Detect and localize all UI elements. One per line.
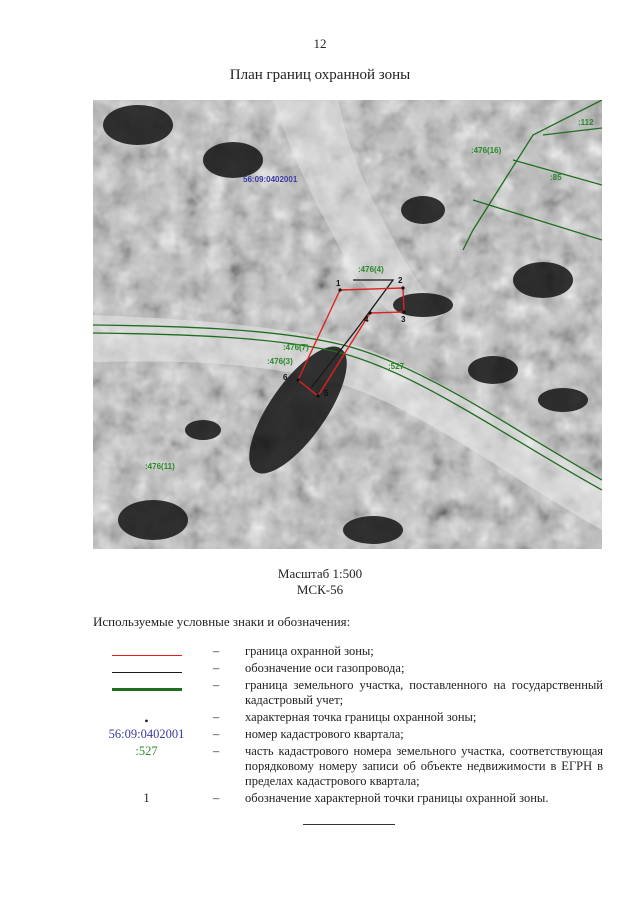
- legend-dash: –: [213, 661, 220, 675]
- point-label: 2: [398, 276, 403, 285]
- legend-item: [93, 678, 603, 708]
- scale-ratio: Масштаб 1:500: [277, 566, 363, 581]
- gas-axis-symbol: [112, 672, 182, 673]
- parcel-label: :527: [388, 362, 405, 371]
- legend-text: граница земельного участка, поставленного на государственный кадастровый учет;: [245, 678, 603, 707]
- parcel-label: :476(4): [358, 265, 384, 274]
- aerial-map: [93, 100, 602, 549]
- parcel-label: :112: [578, 118, 594, 127]
- parcel-label: :476(16): [471, 146, 502, 155]
- page-number: 12: [313, 36, 327, 51]
- parcel-border-symbol: [112, 688, 182, 691]
- point-label: 1: [336, 279, 341, 288]
- legend-dash: –: [213, 791, 220, 805]
- coordinate-system: МСК-56: [296, 582, 344, 597]
- legend: [93, 644, 603, 808]
- parcel-number-symbol: :527: [135, 744, 158, 758]
- legend-item: [93, 791, 603, 806]
- legend-text: характерная точка границы охранной зоны;: [245, 710, 477, 724]
- legend-text: часть кадастрового номера земельного участка, соответствующая порядковому номеру записи об объекте недвижимости в ЕГРН в пределах кадастрового квартала;: [245, 744, 603, 788]
- point-label: 4: [364, 315, 369, 324]
- legend-text: номер кадастрового квартала;: [245, 727, 404, 741]
- scale-block: [0, 566, 640, 598]
- point-number-symbol: 1: [143, 791, 150, 805]
- zone-border-symbol: [112, 655, 182, 656]
- legend-item: [93, 661, 603, 676]
- legend-item: [93, 644, 603, 659]
- point-symbol: •: [144, 714, 149, 728]
- legend-item: [93, 727, 603, 742]
- legend-heading: Используемые условные знаки и обозначения:: [93, 614, 351, 629]
- parcel-label: :85: [550, 173, 562, 182]
- legend-text: обозначение оси газопровода;: [245, 661, 405, 675]
- parcel-label: :476(11): [145, 462, 175, 471]
- legend-text: обозначение характерной точки границы охранной зоны.: [245, 791, 549, 805]
- parcel-label: :476(3): [267, 357, 293, 366]
- legend-dash: –: [213, 727, 220, 741]
- legend-dash: –: [213, 744, 220, 758]
- legend-text: граница охранной зоны;: [245, 644, 374, 658]
- legend-dash: –: [213, 678, 220, 692]
- point-label: 3: [401, 315, 406, 324]
- legend-dash: –: [213, 644, 220, 658]
- quarter-label: 56:09:0402001: [243, 175, 298, 184]
- point-label: 6: [283, 373, 288, 382]
- quarter-number-symbol: 56:09:0402001: [108, 727, 185, 741]
- legend-item: [93, 710, 603, 728]
- point-label: 5: [324, 389, 329, 398]
- footer-rule: [303, 824, 395, 825]
- parcel-label: :476(7): [283, 343, 309, 352]
- legend-item: [93, 744, 603, 789]
- page-title: План границ охранной зоны: [229, 67, 411, 83]
- legend-dash: –: [213, 710, 220, 724]
